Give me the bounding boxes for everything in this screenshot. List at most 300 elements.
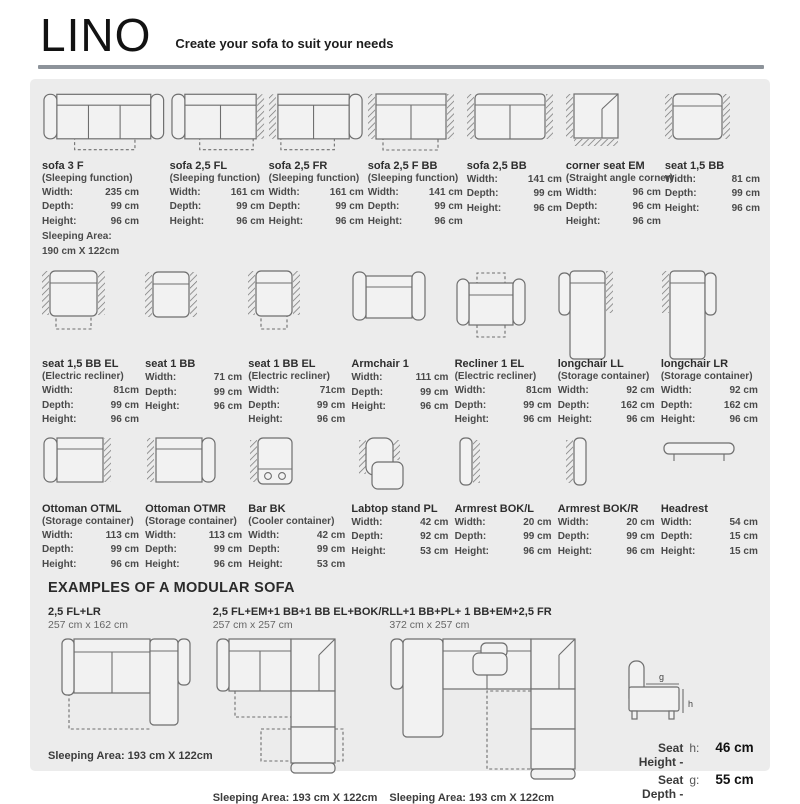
dimension-row [455, 384, 552, 399]
svg-text:g: g [659, 672, 665, 683]
dimension-value: 96 cm [213, 558, 243, 570]
dimension-value: 96 cm [731, 202, 760, 214]
sofa-3f-icon [42, 91, 166, 159]
module-card [661, 436, 760, 573]
dimension-label: Width: [351, 516, 383, 528]
dimension-value: 99 cm [213, 544, 243, 556]
example-sofa-1 [48, 606, 213, 804]
dimension-label: Width: [248, 529, 280, 541]
dimension-value: 96 cm [434, 215, 463, 227]
module-row-3 [42, 436, 760, 573]
module-name: sofa 2,5 BB [466, 159, 527, 172]
dimension-label: Depth: [248, 399, 280, 411]
examples-row [42, 606, 760, 804]
dimension-row [467, 173, 562, 188]
seat-15bbel-icon [42, 269, 141, 357]
dimension-label: Width: [145, 372, 177, 384]
header-divider [38, 65, 764, 69]
dimension-label: Depth: [660, 531, 693, 543]
dimension-value: 96 cm [110, 414, 139, 426]
module-name: sofa 2,5 FR [268, 159, 328, 172]
dimension-row [351, 516, 448, 531]
dimension-value: 111 cm [415, 372, 449, 384]
dimension-row [558, 384, 655, 399]
dimension-value: 141 cm [428, 186, 463, 198]
dimension-label: Height: [660, 545, 696, 557]
dimension-row [661, 413, 758, 428]
dimension-row [248, 558, 345, 573]
seat-depth-var: g: [689, 773, 700, 788]
example-diagram-2 [213, 637, 390, 782]
dimension-label: Depth: [145, 386, 177, 398]
dimension-value: 99 cm [523, 399, 552, 411]
dimension-value: 96 cm [213, 401, 243, 413]
module-name: sofa 2,5 FL [169, 159, 228, 172]
dimension-label: Depth: [454, 399, 487, 411]
dimension-row [351, 371, 448, 386]
headrest-icon [661, 436, 760, 502]
dimension-value: 113 cm [208, 529, 243, 541]
module-subtitle: (Electric recliner) [454, 371, 537, 383]
dimension-label: Height: [557, 414, 593, 426]
module-card [42, 436, 141, 573]
dimension-value: 99 cm [110, 544, 139, 556]
module-subtitle: (Sleeping function) [169, 172, 261, 184]
example-sleeping-area: Sleeping Area: 193 cm X 122cm [48, 750, 213, 763]
dimension-label: Width: [42, 529, 74, 541]
dimension-value: 96 cm [420, 401, 449, 413]
sofa-25fl-icon [170, 91, 265, 159]
dimension-row [558, 413, 655, 428]
dimension-row [665, 173, 760, 188]
dimension-value: 81cm [525, 385, 552, 397]
dimension-row [248, 384, 345, 399]
dimension-row [170, 200, 265, 215]
dimension-row [665, 187, 760, 202]
dimension-row [145, 400, 242, 415]
dimension-label: Width: [268, 186, 300, 198]
dimension-row [566, 200, 661, 215]
dimension-value: 53 cm [316, 558, 346, 570]
seat-height-var: h: [689, 741, 700, 756]
dimension-value: 99 cm [316, 399, 346, 411]
dimension-label: Width: [454, 516, 486, 528]
example-size: 372 cm x 257 cm [389, 619, 470, 632]
module-subtitle: (Straight angle corner) [565, 172, 674, 184]
dimension-label: Depth: [169, 201, 202, 213]
bar-icon [248, 436, 347, 502]
dimension-label: Width: [557, 516, 589, 528]
module-card [665, 91, 760, 260]
dimension-label: Height: [466, 202, 502, 214]
dimension-value: 99 cm [110, 201, 139, 213]
dimension-row [455, 530, 552, 545]
module-card [558, 269, 657, 428]
longchair-ll-icon [558, 269, 657, 357]
dimension-label: Width: [145, 529, 177, 541]
module-card [351, 436, 450, 573]
dimension-value: 42 cm [316, 529, 346, 541]
dimension-value: 235 cm [105, 186, 139, 198]
module-subtitle: (Storage container) [557, 371, 650, 383]
dimension-label: Depth: [42, 544, 74, 556]
module-name: corner seat EM [565, 159, 645, 172]
seat-depth-label: Seat Depth - [642, 773, 684, 802]
brand-logo: LINO [40, 9, 152, 61]
dimension-value: 96 cm [626, 414, 655, 426]
module-extra-line: 190 cm X 122cm [42, 246, 120, 258]
module-row-2 [42, 269, 760, 428]
seat-1bbel-icon [248, 269, 347, 357]
dimension-row [455, 413, 552, 428]
dimension-value: 96 cm [335, 215, 364, 227]
dimension-row [42, 543, 139, 558]
dimension-label: Depth: [664, 188, 697, 200]
dimension-row [269, 215, 364, 230]
dimension-label: Depth: [145, 544, 177, 556]
dimension-label: Height: [145, 558, 180, 570]
dimension-row [42, 413, 139, 428]
module-name: sofa 2,5 F BB [367, 159, 438, 172]
dimension-label: Depth: [268, 201, 301, 213]
dimension-row [467, 187, 562, 202]
dimension-label: Depth: [42, 201, 74, 213]
dimension-value: 161 cm [230, 186, 265, 198]
dimension-value: 99 cm [335, 201, 364, 213]
module-name: Armrest BOK/R [557, 502, 639, 515]
dimension-row [269, 186, 364, 201]
armrest-r-icon [558, 436, 657, 502]
dimension-label: Height: [42, 414, 77, 426]
module-subtitle: (Cooler container) [248, 515, 335, 527]
dimension-label: Depth: [466, 188, 499, 200]
dimension-value: 96 cm [632, 186, 661, 198]
dimension-label: Width: [565, 186, 597, 198]
module-subtitle: (Electric recliner) [42, 371, 124, 383]
sofa-25fbb-icon [368, 91, 463, 159]
dimension-label: Depth: [351, 386, 384, 398]
dimension-value: 20 cm [523, 516, 552, 528]
dimension-label: Height: [42, 215, 77, 227]
dimension-label: Height: [454, 545, 490, 557]
module-card [145, 269, 244, 428]
dimension-label: Width: [169, 186, 201, 198]
module-name: sofa 3 F [42, 159, 84, 172]
dimension-row [455, 399, 552, 414]
dimension-value: 99 cm [420, 386, 449, 398]
dimension-row [558, 399, 655, 414]
example-size: 257 cm x 257 cm [212, 619, 293, 632]
dimension-label: Depth: [351, 531, 384, 543]
dimension-row [42, 200, 139, 215]
dimension-value: 53 cm [420, 545, 449, 557]
dimension-label: Height: [169, 215, 205, 227]
module-name: seat 1 BB EL [248, 358, 316, 371]
module-subtitle: (Electric recliner) [248, 371, 330, 383]
dimension-label: Width: [351, 372, 383, 384]
dimension-row [368, 215, 463, 230]
dimension-row [661, 399, 758, 414]
dimension-label: Height: [660, 414, 696, 426]
example-diagram-3 [389, 637, 621, 792]
dimension-label: Depth: [565, 201, 598, 213]
dimension-row [42, 215, 139, 230]
catalog-panel [30, 79, 770, 804]
module-card [455, 436, 554, 573]
dimension-row [455, 516, 552, 531]
sofa-25bb-icon [467, 91, 562, 159]
example-size: 257 cm x 162 cm [48, 619, 128, 632]
dimension-value: 71 cm [213, 372, 243, 384]
dimension-label: Height: [557, 545, 593, 557]
dimension-label: Height: [664, 202, 700, 214]
dimension-row [42, 384, 139, 399]
laptop-icon [351, 436, 450, 502]
seat-1bb-icon [145, 269, 244, 357]
dimension-value: 96 cm [632, 201, 661, 213]
seat-height-value: 46 cm [715, 740, 754, 756]
module-name: Recliner 1 EL [454, 358, 525, 371]
dimension-value: 99 cm [236, 201, 265, 213]
module-card [661, 269, 760, 428]
dimension-row [145, 558, 242, 573]
dimension-value: 96 cm [110, 558, 139, 570]
module-subtitle: (Sleeping function) [268, 172, 360, 184]
module-card [42, 269, 141, 428]
dimension-label: Depth: [557, 531, 590, 543]
dimension-row [351, 400, 448, 415]
dimension-value: 96 cm [533, 202, 562, 214]
dimension-label: Height: [42, 558, 77, 570]
dimension-label: Width: [664, 173, 696, 185]
dimension-value: 96 cm [110, 215, 139, 227]
module-row-1 [42, 91, 760, 260]
dimension-row [42, 529, 139, 544]
dimension-value: 99 cm [731, 188, 760, 200]
example-sofa-2 [213, 606, 390, 804]
svg-text:h: h [688, 699, 694, 710]
dimension-row [566, 186, 661, 201]
dimension-label: Width: [367, 186, 399, 198]
dimension-value: 96 cm [523, 414, 552, 426]
dimension-value: 92 cm [729, 385, 758, 397]
dimension-value: 99 cm [316, 544, 346, 556]
dimension-value: 162 cm [723, 399, 758, 411]
dimension-label: Depth: [660, 399, 693, 411]
example-name: 2,5 FL+EM+1 BB+1 BB EL+BOK/R [212, 606, 390, 619]
dimension-value: 96 cm [523, 545, 552, 557]
dimension-row [661, 516, 758, 531]
dimension-label: Height: [248, 558, 283, 570]
example-sleeping-area: Sleeping Area: 193 cm X 122cm [212, 792, 378, 804]
dimension-value: 99 cm [213, 386, 243, 398]
dimension-label: Height: [351, 401, 386, 413]
dimension-label: Height: [268, 215, 304, 227]
dimension-row [145, 529, 242, 544]
dimension-row [145, 371, 242, 386]
dimension-row [42, 399, 139, 414]
dimension-row [566, 215, 661, 230]
dimension-row [351, 386, 448, 401]
dimension-row [665, 202, 760, 217]
dimension-label: Height: [248, 414, 283, 426]
dimension-value: 96 cm [316, 414, 346, 426]
dimension-row [248, 413, 345, 428]
ottoman-r-icon [145, 436, 244, 502]
dimension-label: Depth: [557, 399, 590, 411]
dimension-label: Width: [557, 385, 589, 397]
module-subtitle: (Sleeping function) [42, 172, 133, 184]
dimension-value: 81cm [113, 385, 139, 397]
dimension-row [170, 186, 265, 201]
module-card [455, 269, 554, 428]
dimension-value: 20 cm [626, 516, 655, 528]
dimension-value: 71cm [319, 385, 346, 397]
seat-height-row [621, 740, 767, 769]
dimension-value: 42 cm [420, 516, 449, 528]
dimension-label: Width: [42, 385, 74, 397]
dimension-label: Depth: [454, 531, 487, 543]
dimension-value: 141 cm [527, 173, 562, 185]
dimension-row [42, 558, 139, 573]
module-card [467, 91, 562, 260]
ottoman-l-icon [42, 436, 141, 502]
module-card [565, 91, 674, 260]
dimension-row [42, 186, 139, 201]
dimension-label: Width: [42, 186, 74, 198]
dimension-label: Height: [351, 545, 386, 557]
dimension-value: 15 cm [729, 545, 758, 557]
dimension-row [248, 543, 345, 558]
seat-depth-row [621, 772, 767, 801]
dimension-value: 99 cm [523, 531, 552, 543]
seat-depth-value: 55 cm [715, 772, 754, 788]
recliner-icon [455, 269, 554, 357]
dimension-row [455, 545, 552, 560]
dimension-value: 113 cm [105, 529, 139, 541]
dimension-label: Height: [454, 414, 490, 426]
dimension-label: Width: [660, 385, 692, 397]
dimension-value: 99 cm [434, 201, 463, 213]
dimension-value: 99 cm [626, 531, 655, 543]
module-name: Ottoman OTMR [145, 502, 226, 515]
dimension-label: Height: [367, 215, 403, 227]
seat-15bb-icon [665, 91, 760, 159]
module-card [145, 436, 244, 573]
dimension-value: 92 cm [626, 385, 655, 397]
dimension-label: Depth: [248, 544, 280, 556]
page-header [0, 0, 800, 61]
module-name: Bar BK [248, 502, 286, 515]
module-card [248, 436, 347, 573]
dimension-row [558, 545, 655, 560]
dimension-value: 54 cm [729, 516, 758, 528]
dimension-value: 99 cm [533, 188, 562, 200]
dimension-row [661, 545, 758, 560]
module-extra-line: Sleeping Area: [42, 231, 112, 243]
module-subtitle: (Storage container) [660, 371, 753, 383]
seat-height-label: Seat Height - [638, 741, 684, 770]
dimension-row [269, 200, 364, 215]
dimension-label: Width: [248, 385, 280, 397]
dimension-label: Depth: [367, 201, 400, 213]
module-name: Labtop stand PL [351, 502, 438, 515]
dimension-row [248, 529, 345, 544]
dimension-label: Depth: [42, 399, 74, 411]
module-card [368, 91, 463, 260]
example-name: LL+1 BB+PL+ 1 BB+EM+2,5 FR [389, 606, 552, 619]
module-name: seat 1,5 BB [664, 159, 725, 172]
module-subtitle: (Sleeping function) [367, 172, 459, 184]
module-name: Ottoman OTML [42, 502, 122, 515]
dimension-label: Height: [565, 215, 601, 227]
sofa-25fr-icon [269, 91, 364, 159]
module-name: Armrest BOK/L [454, 502, 535, 515]
module-name: seat 1 BB [145, 358, 196, 371]
dimension-row [661, 384, 758, 399]
example-sleeping-area: Sleeping Area: 193 cm X 122cm [389, 792, 555, 804]
dimension-row [558, 516, 655, 531]
module-name: Headrest [660, 502, 708, 515]
tagline: Create your sofa to suit your needs [175, 35, 394, 51]
dimension-row [170, 215, 265, 230]
dimension-value: 96 cm [632, 215, 661, 227]
dimension-label: Width: [454, 385, 486, 397]
dimension-value: 81 cm [731, 173, 760, 185]
dimension-row [467, 202, 562, 217]
dimension-label: Width: [466, 173, 498, 185]
dimension-row [351, 545, 448, 560]
dimension-value: 161 cm [329, 186, 364, 198]
dimension-value: 15 cm [729, 531, 758, 543]
module-name: longchair LL [557, 358, 624, 371]
dimension-row [368, 200, 463, 215]
module-card [248, 269, 347, 428]
dimension-row [351, 530, 448, 545]
module-card [558, 436, 657, 573]
corner-em-icon [566, 91, 661, 159]
dimension-value: 99 cm [110, 399, 139, 411]
sofa-side-view-icon [621, 657, 707, 734]
dimension-value: 92 cm [420, 531, 449, 543]
module-subtitle: (Storage container) [145, 515, 237, 527]
armchair-icon [351, 269, 450, 357]
module-card [351, 269, 450, 428]
dimension-row [558, 530, 655, 545]
module-card [170, 91, 265, 260]
module-card [42, 91, 166, 260]
dimension-value: 162 cm [620, 399, 655, 411]
armrest-l-icon [455, 436, 554, 502]
dimension-label: Height: [145, 401, 180, 413]
dimension-row [145, 386, 242, 401]
dimension-row [145, 543, 242, 558]
module-name: longchair LR [660, 358, 729, 371]
example-diagram-1 [48, 637, 213, 742]
example-sofa-3 [389, 606, 621, 804]
dimension-label: Width: [660, 516, 692, 528]
dimension-value: 96 cm [236, 215, 265, 227]
module-card [269, 91, 364, 260]
example-name: 2,5 FL+LR [48, 606, 101, 619]
seat-info-block [621, 606, 775, 804]
longchair-lr-icon [661, 269, 760, 357]
module-name: seat 1,5 BB EL [42, 358, 119, 371]
module-subtitle: (Storage container) [42, 515, 134, 527]
dimension-row [368, 186, 463, 201]
examples-heading: EXAMPLES OF A MODULAR SOFA [48, 580, 295, 597]
dimension-value: 96 cm [626, 545, 655, 557]
